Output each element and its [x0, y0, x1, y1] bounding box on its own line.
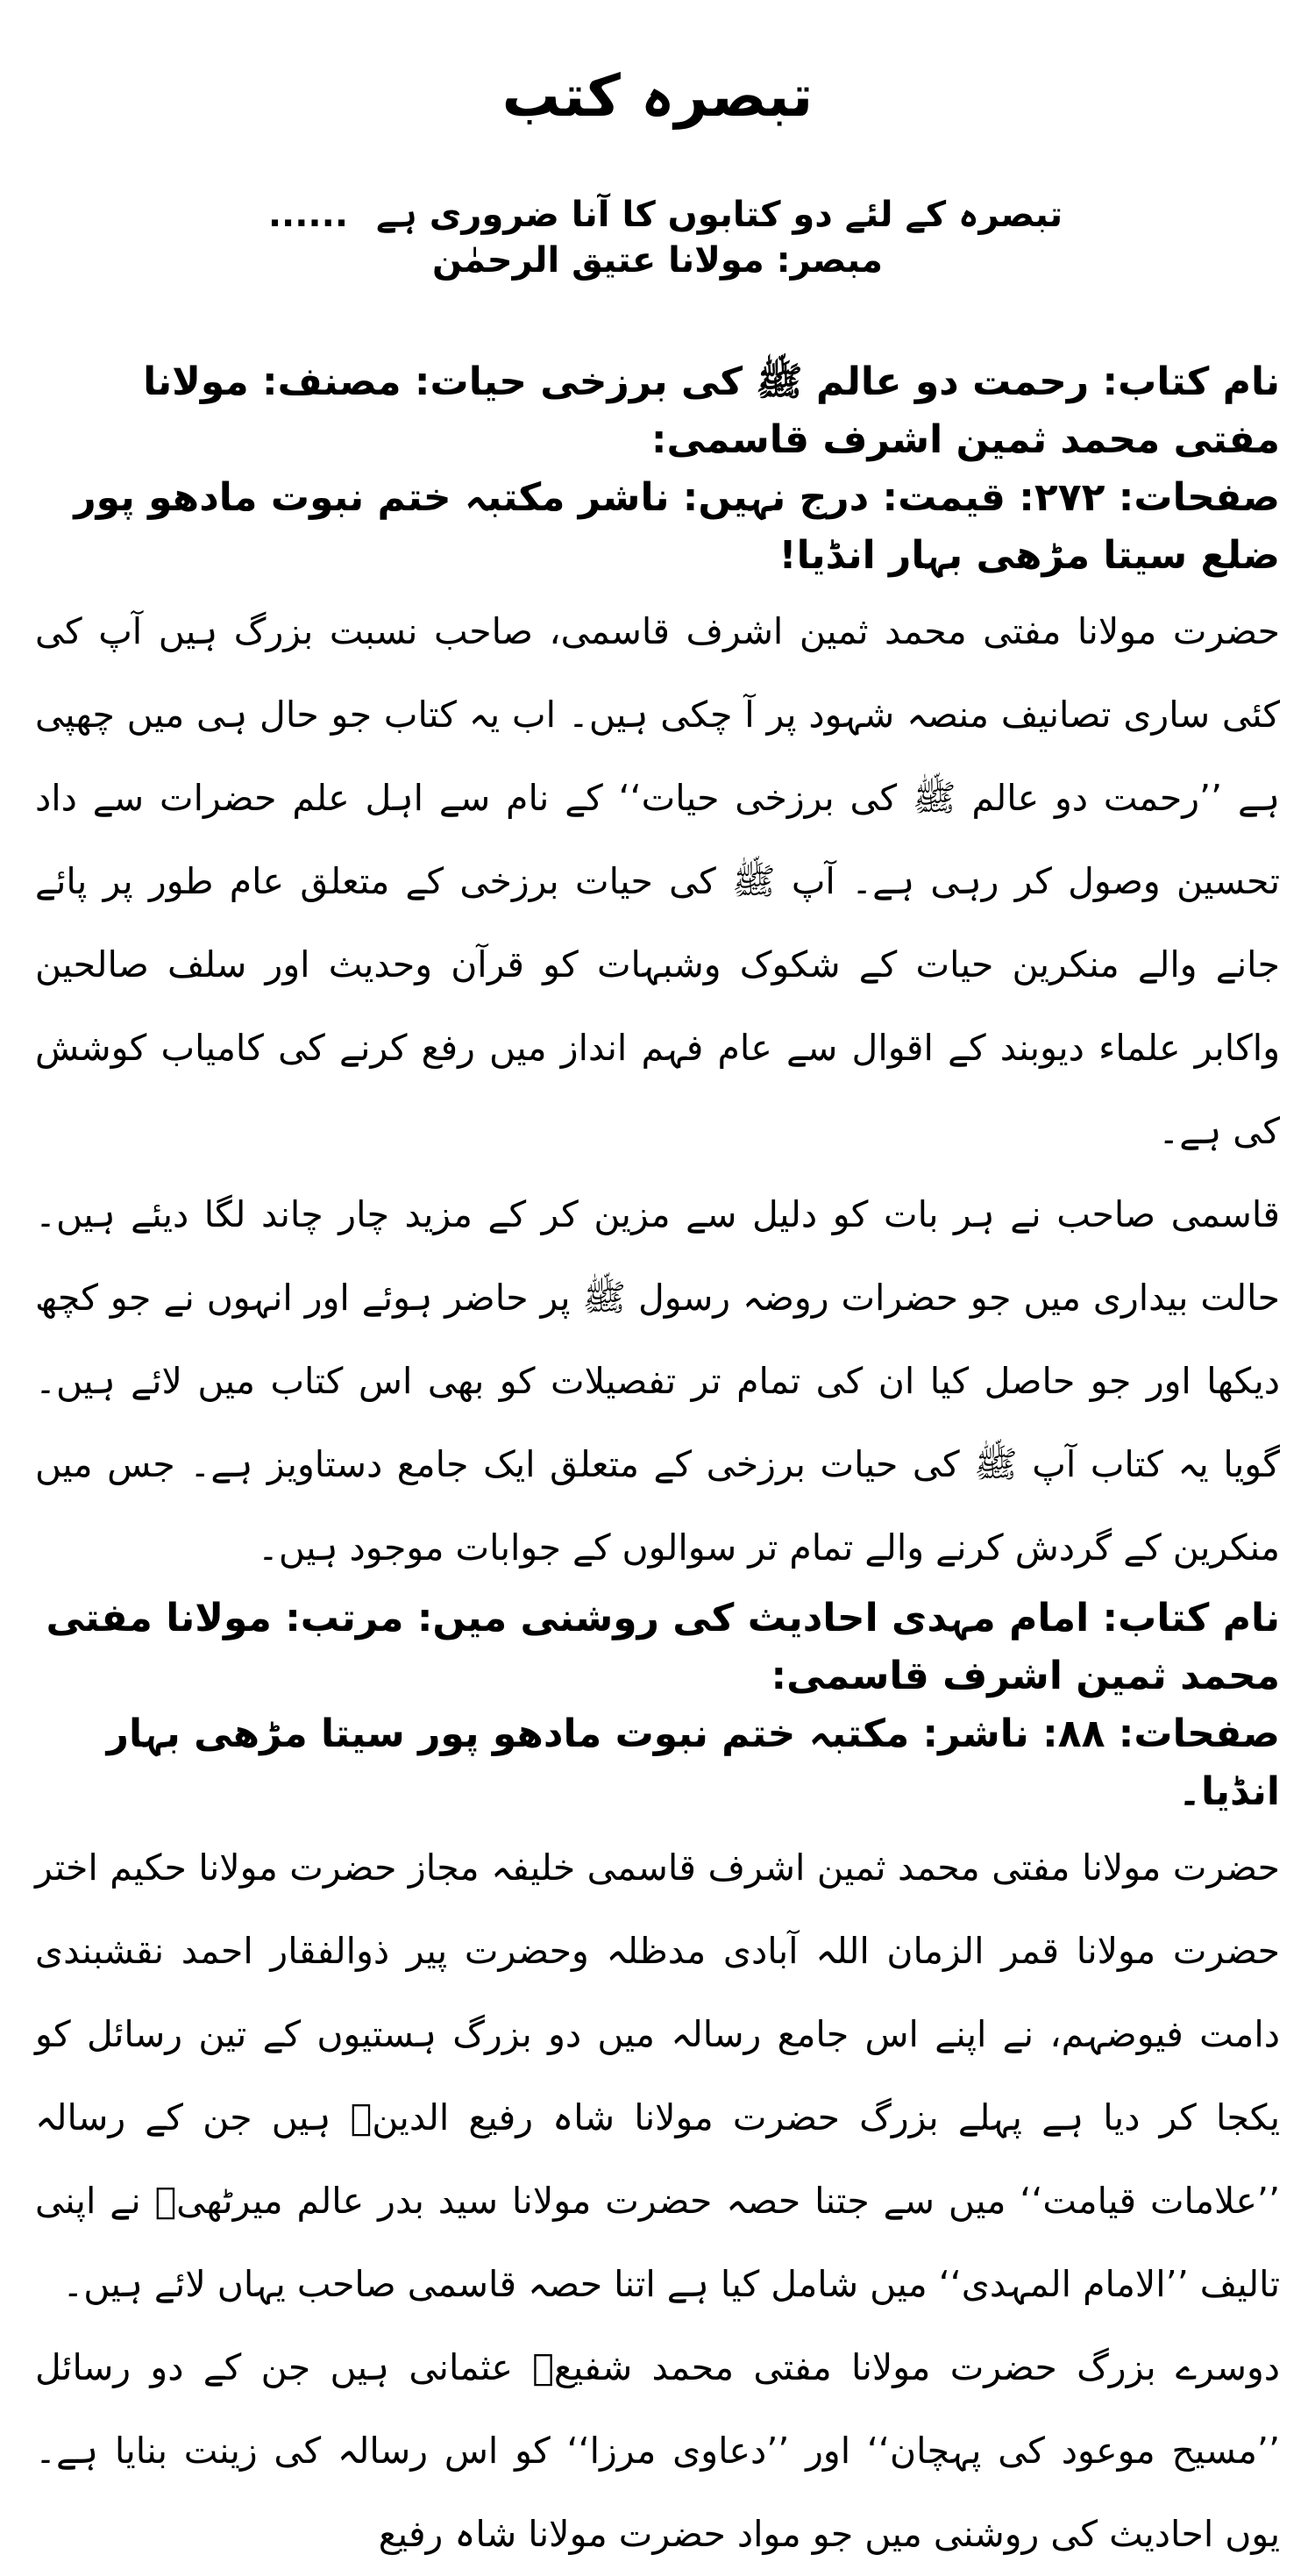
- reviewer-name: مبصر: مولانا عتیق الرحمٰن: [431, 240, 884, 281]
- book1-heading-line1: نام کتاب: رحمت دو عالم ﷺ کی برزخی حیات: مصنف: مولانا مفتی محمد ثمین اشرف قاسمی:: [143, 359, 1280, 463]
- subtitle-text: تبصرہ کے لئے دو کتابوں کا آنا ضروری ہے: [375, 195, 1063, 236]
- book-review-2: [35, 1590, 1280, 2576]
- book-review-1: [35, 353, 1280, 1590]
- subtitle-dots: ......: [267, 195, 349, 236]
- book2-heading-line2: صفحات: ۸۸: ناشر: مکتبہ ختم نبوت مادھو پور سیتا مڑھی بہار انڈیا۔: [106, 1711, 1280, 1815]
- book2-paragraph-2: دوسرے بزرگ حضرت مولانا مفتی محمد شفیعؒ عثمانی ہیں جن کے دو رسائل ’’مسیح موعود کی پہچان‘‘ اور ’’دعاوی مرزا‘‘ کو اس رسالہ کی زینت بنایا ہے۔ یوں احادیث کی روشنی میں جو مواد حضرت مولانا شاہ رفیع: [35, 2346, 1280, 2556]
- page-title: تبصرہ کتب: [501, 62, 814, 130]
- book2-heading-line1: نام کتاب: امام مہدی احادیث کی روشنی میں: مرتب: مولانا مفتی محمد ثمین اشرف قاسمی:: [46, 1596, 1280, 1699]
- book1-heading-line2: صفحات: ۲۷۲: قیمت: درج نہیں: ناشر مکتبہ ختم نبوت مادھو پور ضلع سیتا مڑھی بہار انڈیا!: [74, 475, 1280, 579]
- book1-paragraph-1: حضرت مولانا مفتی محمد ثمین اشرف قاسمی، صاحب نسبت بزرگ ہیں آپ کی کئی ساری تصانیف منصہ شہود پر آ چکی ہیں۔ اب یہ کتاب جو حال ہی میں چھپی ہے ’’رحمت دو عالم ﷺ کی برزخی حیات‘‘ کے نام سے اہل علم حضرات سے داد تحسین وصول کر رہی ہے۔ آپ ﷺ کی حیات برزخی کے متعلق عام طور پر پائے جانے والے منکرین حیات کے شکوک وشبہات کو قرآن وحدیث اور سلف صالحین واکابر علماء دیوبند کے اقوال سے عام فہم انداز میں رفع کرنے کی کامیاب کوشش کی ہے۔: [35, 610, 1280, 1153]
- book1-paragraph-2: قاسمی صاحب نے ہر بات کو دلیل سے مزین کر کے مزید چار چاند لگا دیئے ہیں۔ حالت بیداری میں جو حضرات روضہ رسول ﷺ پر حاضر ہوئے اور انہوں نے جو کچھ دیکھا اور جو حاصل کیا ان کی تمام تر تفصیلات کو بھی اس کتاب میں لائے ہیں۔ گویا یہ کتاب آپ ﷺ کی حیات برزخی کے متعلق ایک جامع دستاویز ہے۔ جس میں منکرین کے گردش کرنے والے تمام تر سوالوں کے جوابات موجود ہیں۔: [35, 1193, 1280, 1569]
- book2-paragraph-1: حضرت مولانا مفتی محمد ثمین اشرف قاسمی خلیفہ مجاز حضرت مولانا حکیم اختر حضرت مولانا قمر الزمان اللہ آبادی مدظلہ وحضرت پیر ذوالفقار احمد نقشبندی دامت فیوضہم، نے اپنے اس جامع رسالہ میں دو بزرگ ہستیوں کے تین رسائل کو یکجا کر دیا ہے پہلے بزرگ حضرت مولانا شاہ رفیع الدینؒ ہیں جن کے رسالہ ’’علامات قیامت‘‘ میں سے جتنا حصہ حضرت مولانا سید بدر عالم میرٹھیؒ نے اپنی تالیف ’’الامام المہدی‘‘ میں شامل کیا ہے اتنا حصہ قاسمی صاحب یہاں لائے ہیں۔: [35, 1847, 1280, 2306]
- subtitle: [35, 192, 1280, 283]
- review-page: [35, 61, 1280, 2576]
